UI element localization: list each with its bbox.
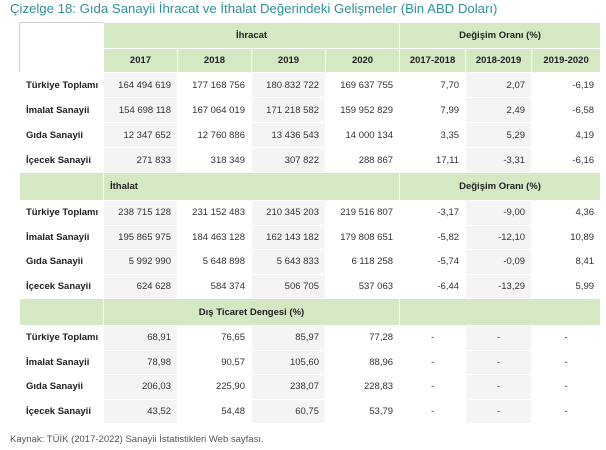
change-cell: -12,10 [466,225,532,250]
value-cell: 206,03 [104,375,178,400]
value-cell: 624 628 [104,274,178,299]
value-cell: 54,48 [178,399,252,424]
table-row [20,173,601,201]
table-row [20,350,601,375]
row-label: İmalat Sanayii [20,98,104,123]
value-cell: 6 118 258 [326,250,400,275]
value-cell: 179 808 651 [326,225,400,250]
change-cell: -6,58 [532,98,601,123]
header-dis-ticaret: Dış Ticaret Dengesi (%) [104,299,400,326]
change-cell: -6,19 [532,73,601,98]
value-cell: 14 000 134 [326,123,400,148]
header-year: 2019 [252,49,326,73]
value-cell: 85,97 [252,326,326,351]
header-ihracat: İhracat [104,23,400,49]
value-cell: 537 063 [326,274,400,299]
change-cell: 10,89 [532,225,601,250]
value-cell: 77,28 [326,326,400,351]
value-cell: 238 715 128 [104,201,178,226]
value-cell: 5 992 990 [104,250,178,275]
table-row [20,73,601,98]
empty-cell: - [532,350,601,375]
value-cell: 195 865 975 [104,225,178,250]
empty-cell: - [400,350,466,375]
table-row [20,225,601,250]
row-label: Türkiye Toplamı [20,201,104,226]
change-cell: 7,99 [400,98,466,123]
table-row [20,148,601,173]
change-cell: -5,82 [400,225,466,250]
header-year: 2017 [104,49,178,73]
value-cell: 506 705 [252,274,326,299]
empty-cell: - [400,326,466,351]
change-cell: 2,07 [466,73,532,98]
value-cell: 68,91 [104,326,178,351]
value-cell: 219 516 807 [326,201,400,226]
change-cell: 4,36 [532,201,601,226]
trade-table [19,22,601,424]
empty-cell: - [400,399,466,424]
row-label: İçecek Sanayii [20,399,104,424]
empty-cell: - [466,350,532,375]
change-cell: 5,29 [466,123,532,148]
table-row [20,274,601,299]
change-cell: -9,00 [466,201,532,226]
value-cell: 584 374 [178,274,252,299]
header-year: 2018 [178,49,252,73]
change-cell: -5,74 [400,250,466,275]
header-period: 2019-2020 [532,49,601,73]
change-cell: 5,99 [532,274,601,299]
empty-cell: - [400,375,466,400]
empty-cell: - [466,375,532,400]
table-row [20,399,601,424]
value-cell: 177 168 756 [178,73,252,98]
value-cell: 271 833 [104,148,178,173]
header-spacer [20,173,104,201]
value-cell: 238,07 [252,375,326,400]
value-cell: 5 648 898 [178,250,252,275]
row-label: Türkiye Toplamı [20,73,104,98]
change-cell: -6,16 [532,148,601,173]
row-label: İmalat Sanayii [20,225,104,250]
row-label: Gıda Sanayii [20,250,104,275]
table-row [20,375,601,400]
header-spacer [400,299,601,326]
header-year: 2020 [326,49,400,73]
row-label: İçecek Sanayii [20,274,104,299]
value-cell: 5 643 833 [252,250,326,275]
value-cell: 210 345 203 [252,201,326,226]
value-cell: 318 349 [178,148,252,173]
change-cell: 17,11 [400,148,466,173]
table-row [20,299,601,326]
empty-cell: - [466,399,532,424]
row-label: Gıda Sanayii [20,375,104,400]
value-cell: 228,83 [326,375,400,400]
table-row [20,250,601,275]
source-note: Kaynak: TÜİK (2017-2022) Sanayii İstatistikleri Web sayfası. [10,434,264,445]
value-cell: 78,98 [104,350,178,375]
table-title: Çizelge 18: Gıda Sanayii İhracat ve İthalat Değerindeki Gelişmeler (Bin ABD Doları) [10,1,498,16]
empty-cell: - [532,375,601,400]
table-row [20,326,601,351]
empty-cell: - [532,326,601,351]
row-label: İçecek Sanayii [20,148,104,173]
value-cell: 180 832 722 [252,73,326,98]
empty-cell: - [532,399,601,424]
value-cell: 307 822 [252,148,326,173]
change-cell: -3,17 [400,201,466,226]
value-cell: 88,96 [326,350,400,375]
change-cell: -0,09 [466,250,532,275]
value-cell: 53,79 [326,399,400,424]
change-cell: -3,31 [466,148,532,173]
row-label: Gıda Sanayii [20,123,104,148]
value-cell: 90,57 [178,350,252,375]
value-cell: 288 867 [326,148,400,173]
value-cell: 159 952 829 [326,98,400,123]
value-cell: 43,52 [104,399,178,424]
header-degisim: Değişim Oranı (%) [400,173,601,201]
row-label: İmalat Sanayii [20,350,104,375]
change-cell: 4,19 [532,123,601,148]
change-cell: -6,44 [400,274,466,299]
header-degisim: Değişim Oranı (%) [400,23,601,49]
value-cell: 60,75 [252,399,326,424]
change-cell: -13,29 [466,274,532,299]
corner-cell [20,23,104,73]
table-row [20,49,601,73]
change-cell: 3,35 [400,123,466,148]
value-cell: 225,90 [178,375,252,400]
value-cell: 12 760 886 [178,123,252,148]
change-cell: 8,41 [532,250,601,275]
header-spacer [20,299,104,326]
value-cell: 164 494 619 [104,73,178,98]
table-row [20,201,601,226]
header-period: 2018-2019 [466,49,532,73]
value-cell: 162 143 182 [252,225,326,250]
header-period: 2017-2018 [400,49,466,73]
table-row [20,123,601,148]
value-cell: 231 152 483 [178,201,252,226]
header-ithalat: İthalat [104,173,400,201]
row-label: Türkiye Toplamı [20,326,104,351]
change-cell: 7,70 [400,73,466,98]
value-cell: 184 463 128 [178,225,252,250]
value-cell: 13 436 543 [252,123,326,148]
value-cell: 167 064 019 [178,98,252,123]
change-cell: 2,49 [466,98,532,123]
table-row [20,98,601,123]
value-cell: 76,65 [178,326,252,351]
value-cell: 154 698 118 [104,98,178,123]
value-cell: 169 637 755 [326,73,400,98]
value-cell: 12 347 652 [104,123,178,148]
table-row [20,23,601,49]
value-cell: 171 218 582 [252,98,326,123]
value-cell: 105,60 [252,350,326,375]
empty-cell: - [466,326,532,351]
